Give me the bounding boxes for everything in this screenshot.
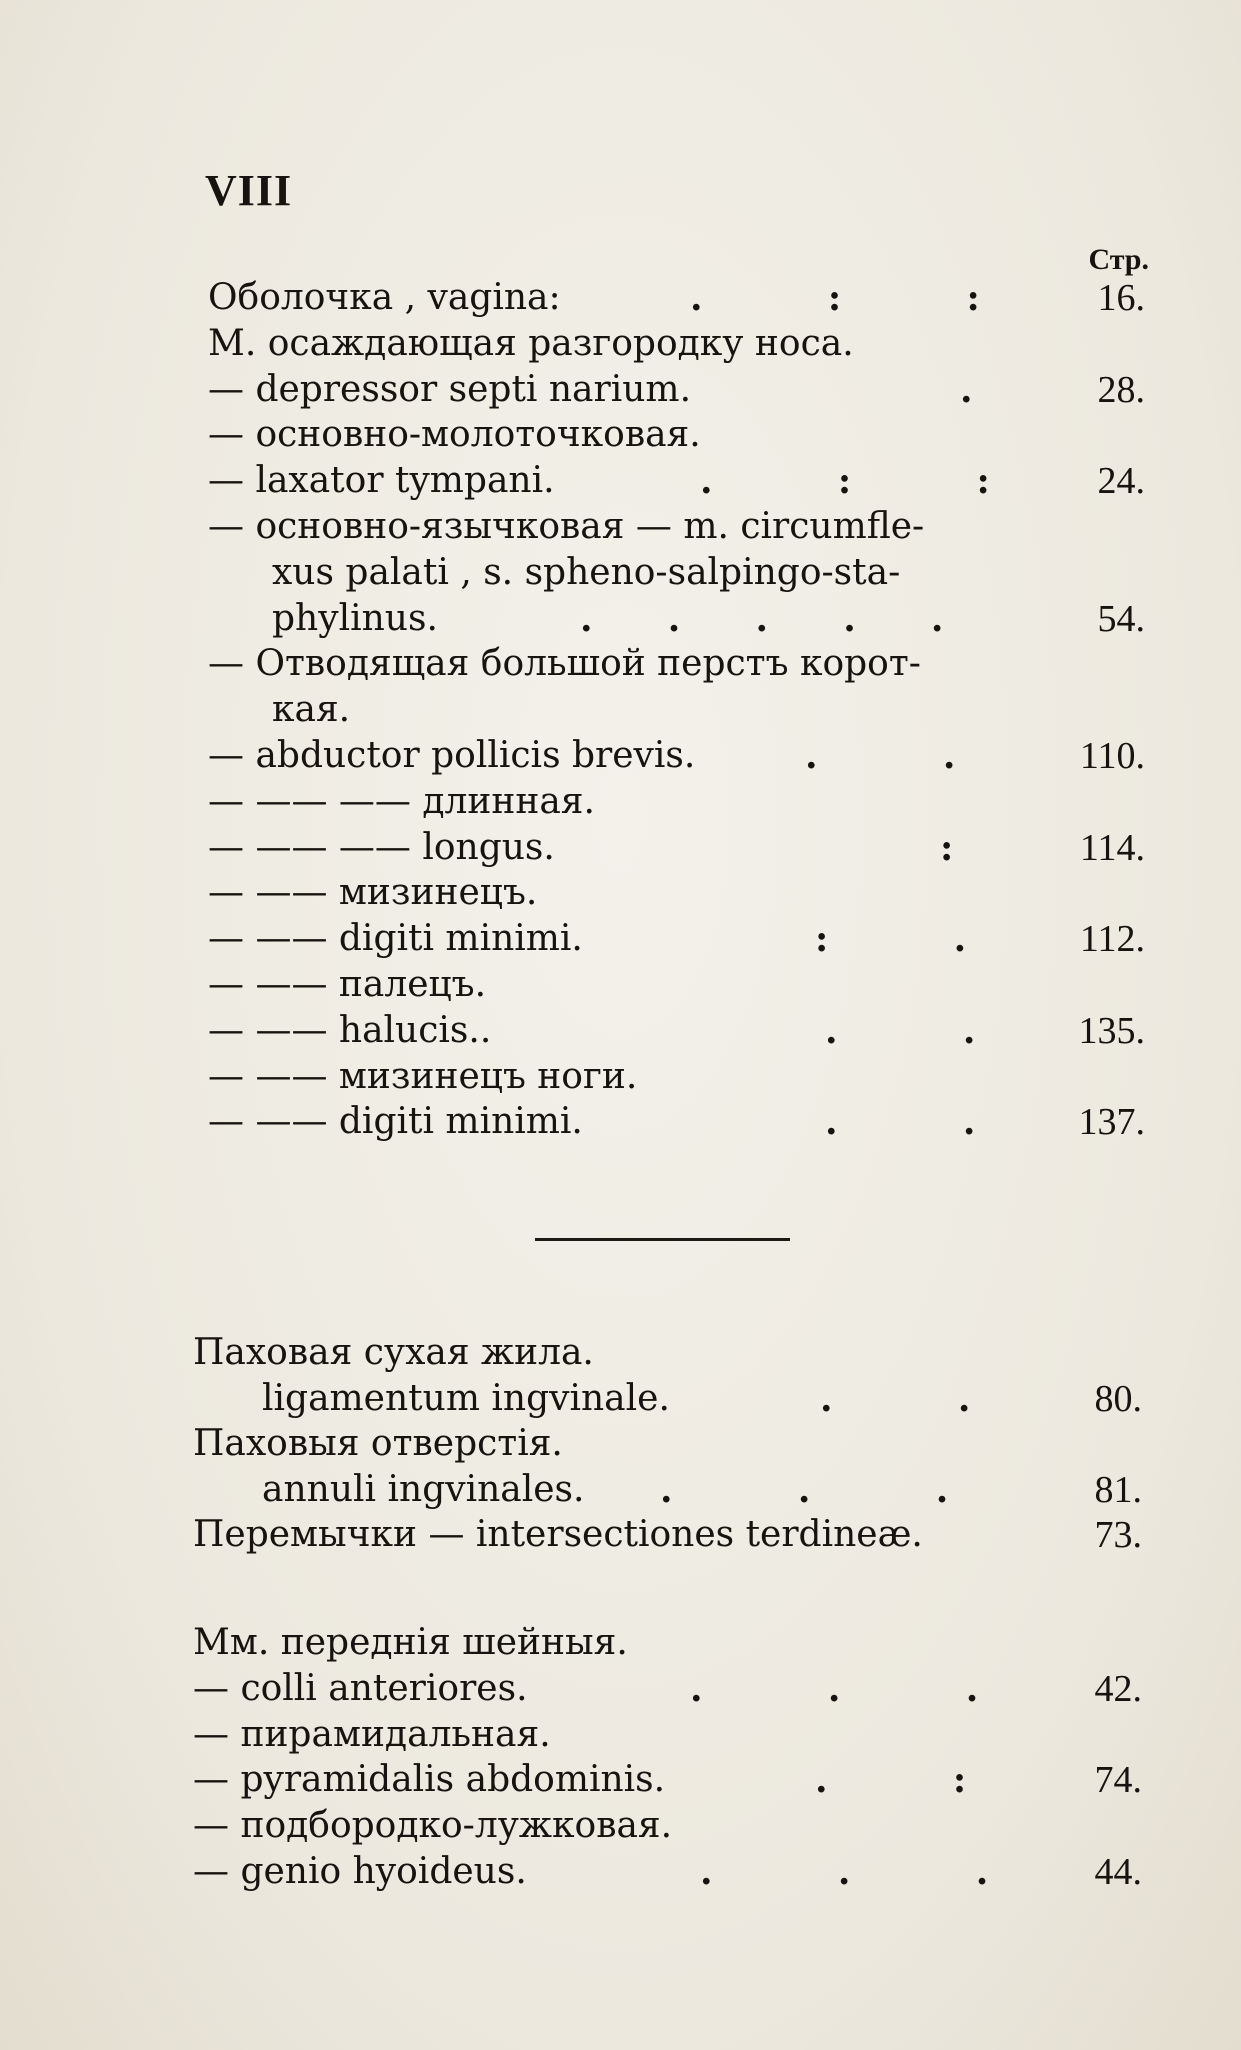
- index-entry-page-number: 16.: [1097, 277, 1145, 319]
- index-entry: [193, 1712, 1142, 1758]
- index-entry-text: — abductor pollicis brevis.: [208, 735, 696, 776]
- index-entry-leader-dots: . .: [825, 1101, 976, 1143]
- page-folio: VIII: [205, 166, 293, 215]
- index-entry: [193, 1757, 1142, 1803]
- index-entry-text: xus palati , s. spheno-salpingo-sta-: [272, 552, 901, 593]
- index-entry: [208, 916, 1145, 962]
- index-entry: [208, 779, 1145, 825]
- index-entry-text: — подбородко-лужковая.: [193, 1805, 673, 1846]
- index-entry: [208, 641, 1145, 687]
- index-entry: [208, 1008, 1145, 1054]
- index-entry-text: — —— мизинецъ.: [208, 872, 538, 913]
- index-entry: [193, 1330, 1142, 1376]
- page-column-header: Стр.: [1088, 243, 1149, 276]
- index-entry: [208, 367, 1145, 413]
- index-entry-leader-dots: . .: [825, 1010, 976, 1052]
- index-entry: [193, 1421, 1142, 1467]
- index-entry: [208, 733, 1145, 779]
- index-entry: [208, 275, 1145, 321]
- index-entry: [193, 1512, 1142, 1558]
- index-entry-text: Паховая сухая жила.: [193, 1332, 594, 1373]
- index-entry-text: — —— мизинецъ ноги.: [208, 1056, 638, 1097]
- index-entry-page-number: 44.: [1094, 1851, 1142, 1893]
- index-entry-page-number: 110.: [1079, 735, 1145, 777]
- index-entry-text: — —— halucis..: [208, 1010, 492, 1051]
- index-entry-text: — пирамидальная.: [193, 1714, 551, 1755]
- index-entry-leader-dots: . . . . .: [580, 598, 944, 640]
- index-entry-leader-dots: . . .: [690, 1668, 979, 1710]
- index-entry-text: — laxator tympani.: [208, 460, 555, 501]
- index-entry: [208, 504, 1145, 550]
- index-entry-leader-dots: . . .: [700, 1851, 989, 1893]
- index-entry-text: — colli anteriores.: [193, 1668, 528, 1709]
- index-entry: [208, 1099, 1145, 1145]
- index-entry: [262, 1467, 1142, 1513]
- index-entry-leader-dots: . . .: [660, 1469, 949, 1511]
- index-entry-page-number: 81.: [1094, 1469, 1142, 1511]
- index-entry-page-number: 114.: [1079, 827, 1145, 869]
- index-entry-page-number: 135.: [1078, 1010, 1145, 1052]
- index-entry-leader-dots: . .: [805, 735, 956, 777]
- index-entry-text: — genio hyoideus.: [193, 1851, 527, 1892]
- index-entry-text: — основно-молоточковая.: [208, 414, 701, 455]
- index-entry-text: кая.: [272, 689, 351, 730]
- section-divider-rule: [535, 1238, 790, 1241]
- index-entry-text: — pyramidalis abdominis.: [193, 1759, 666, 1800]
- index-entry: [208, 962, 1145, 1008]
- index-entry: [208, 1054, 1145, 1100]
- index-entry-text: Перемычки — intersectiones terdineæ.: [193, 1514, 923, 1555]
- index-entry-text: annuli ingvinales.: [262, 1469, 585, 1510]
- index-entry: [208, 321, 1145, 367]
- index-entry-page-number: 73.: [1094, 1514, 1142, 1556]
- index-entry-page-number: 137.: [1078, 1101, 1145, 1143]
- index-entry-text: — —— —— длинная.: [208, 781, 595, 822]
- index-entry-text: Паховыя отверстія.: [193, 1423, 563, 1464]
- index-entry-leader-dots: : .: [815, 918, 967, 960]
- index-entry: [193, 1666, 1142, 1712]
- index-entry: [272, 687, 1145, 733]
- index-entry-text: phylinus.: [272, 598, 438, 639]
- index-entry-text: ligamentum ingvinale.: [262, 1378, 670, 1419]
- index-entry: [193, 1620, 1142, 1666]
- index-entry: [208, 870, 1145, 916]
- index-entry-text: М. осаждающая разгородку носа.: [208, 323, 854, 364]
- index-entry-text: — —— —— longus.: [208, 827, 555, 868]
- index-entry-page-number: 42.: [1094, 1668, 1142, 1710]
- index-entry: [208, 825, 1145, 871]
- index-entry-page-number: 74.: [1094, 1759, 1142, 1801]
- index-entry-page-number: 24.: [1097, 460, 1145, 502]
- index-entry-leader-dots: . : :: [690, 277, 980, 319]
- index-entry-leader-dots: . : :: [700, 460, 990, 502]
- index-entry-text: Оболочка , vagina:: [208, 277, 561, 318]
- index-entry-text: — Отводящая большой перстъ корот-: [208, 643, 921, 684]
- index-entry-text: — —— палецъ.: [208, 964, 487, 1005]
- index-entry-leader-dots: . .: [820, 1378, 971, 1420]
- index-entry: [272, 596, 1145, 642]
- index-entry-text: Мм. переднія шейныя.: [193, 1622, 628, 1663]
- index-entry-leader-dots: .: [960, 369, 973, 411]
- index-entry: [193, 1803, 1142, 1849]
- index-entry-text: — depressor septi narium.: [208, 369, 692, 410]
- index-entry-text: — основно-язычковая — m. circumfle-: [208, 506, 925, 547]
- index-entry: [193, 1849, 1142, 1895]
- index-entry-page-number: 112.: [1079, 918, 1145, 960]
- index-entry: [272, 550, 1145, 596]
- index-entry-leader-dots: :: [940, 827, 954, 869]
- index-entry-page-number: 54.: [1097, 598, 1145, 640]
- index-entry-text: — —— digiti minimi.: [208, 1101, 583, 1142]
- index-entry: [208, 458, 1145, 504]
- index-entry-page-number: 28.: [1097, 369, 1145, 411]
- index-entry-text: — —— digiti minimi.: [208, 918, 583, 959]
- index-entry-leader-dots: . :: [815, 1759, 967, 1801]
- index-entry: [208, 412, 1145, 458]
- index-entry-page-number: 80.: [1094, 1378, 1142, 1420]
- index-entry: [262, 1376, 1142, 1422]
